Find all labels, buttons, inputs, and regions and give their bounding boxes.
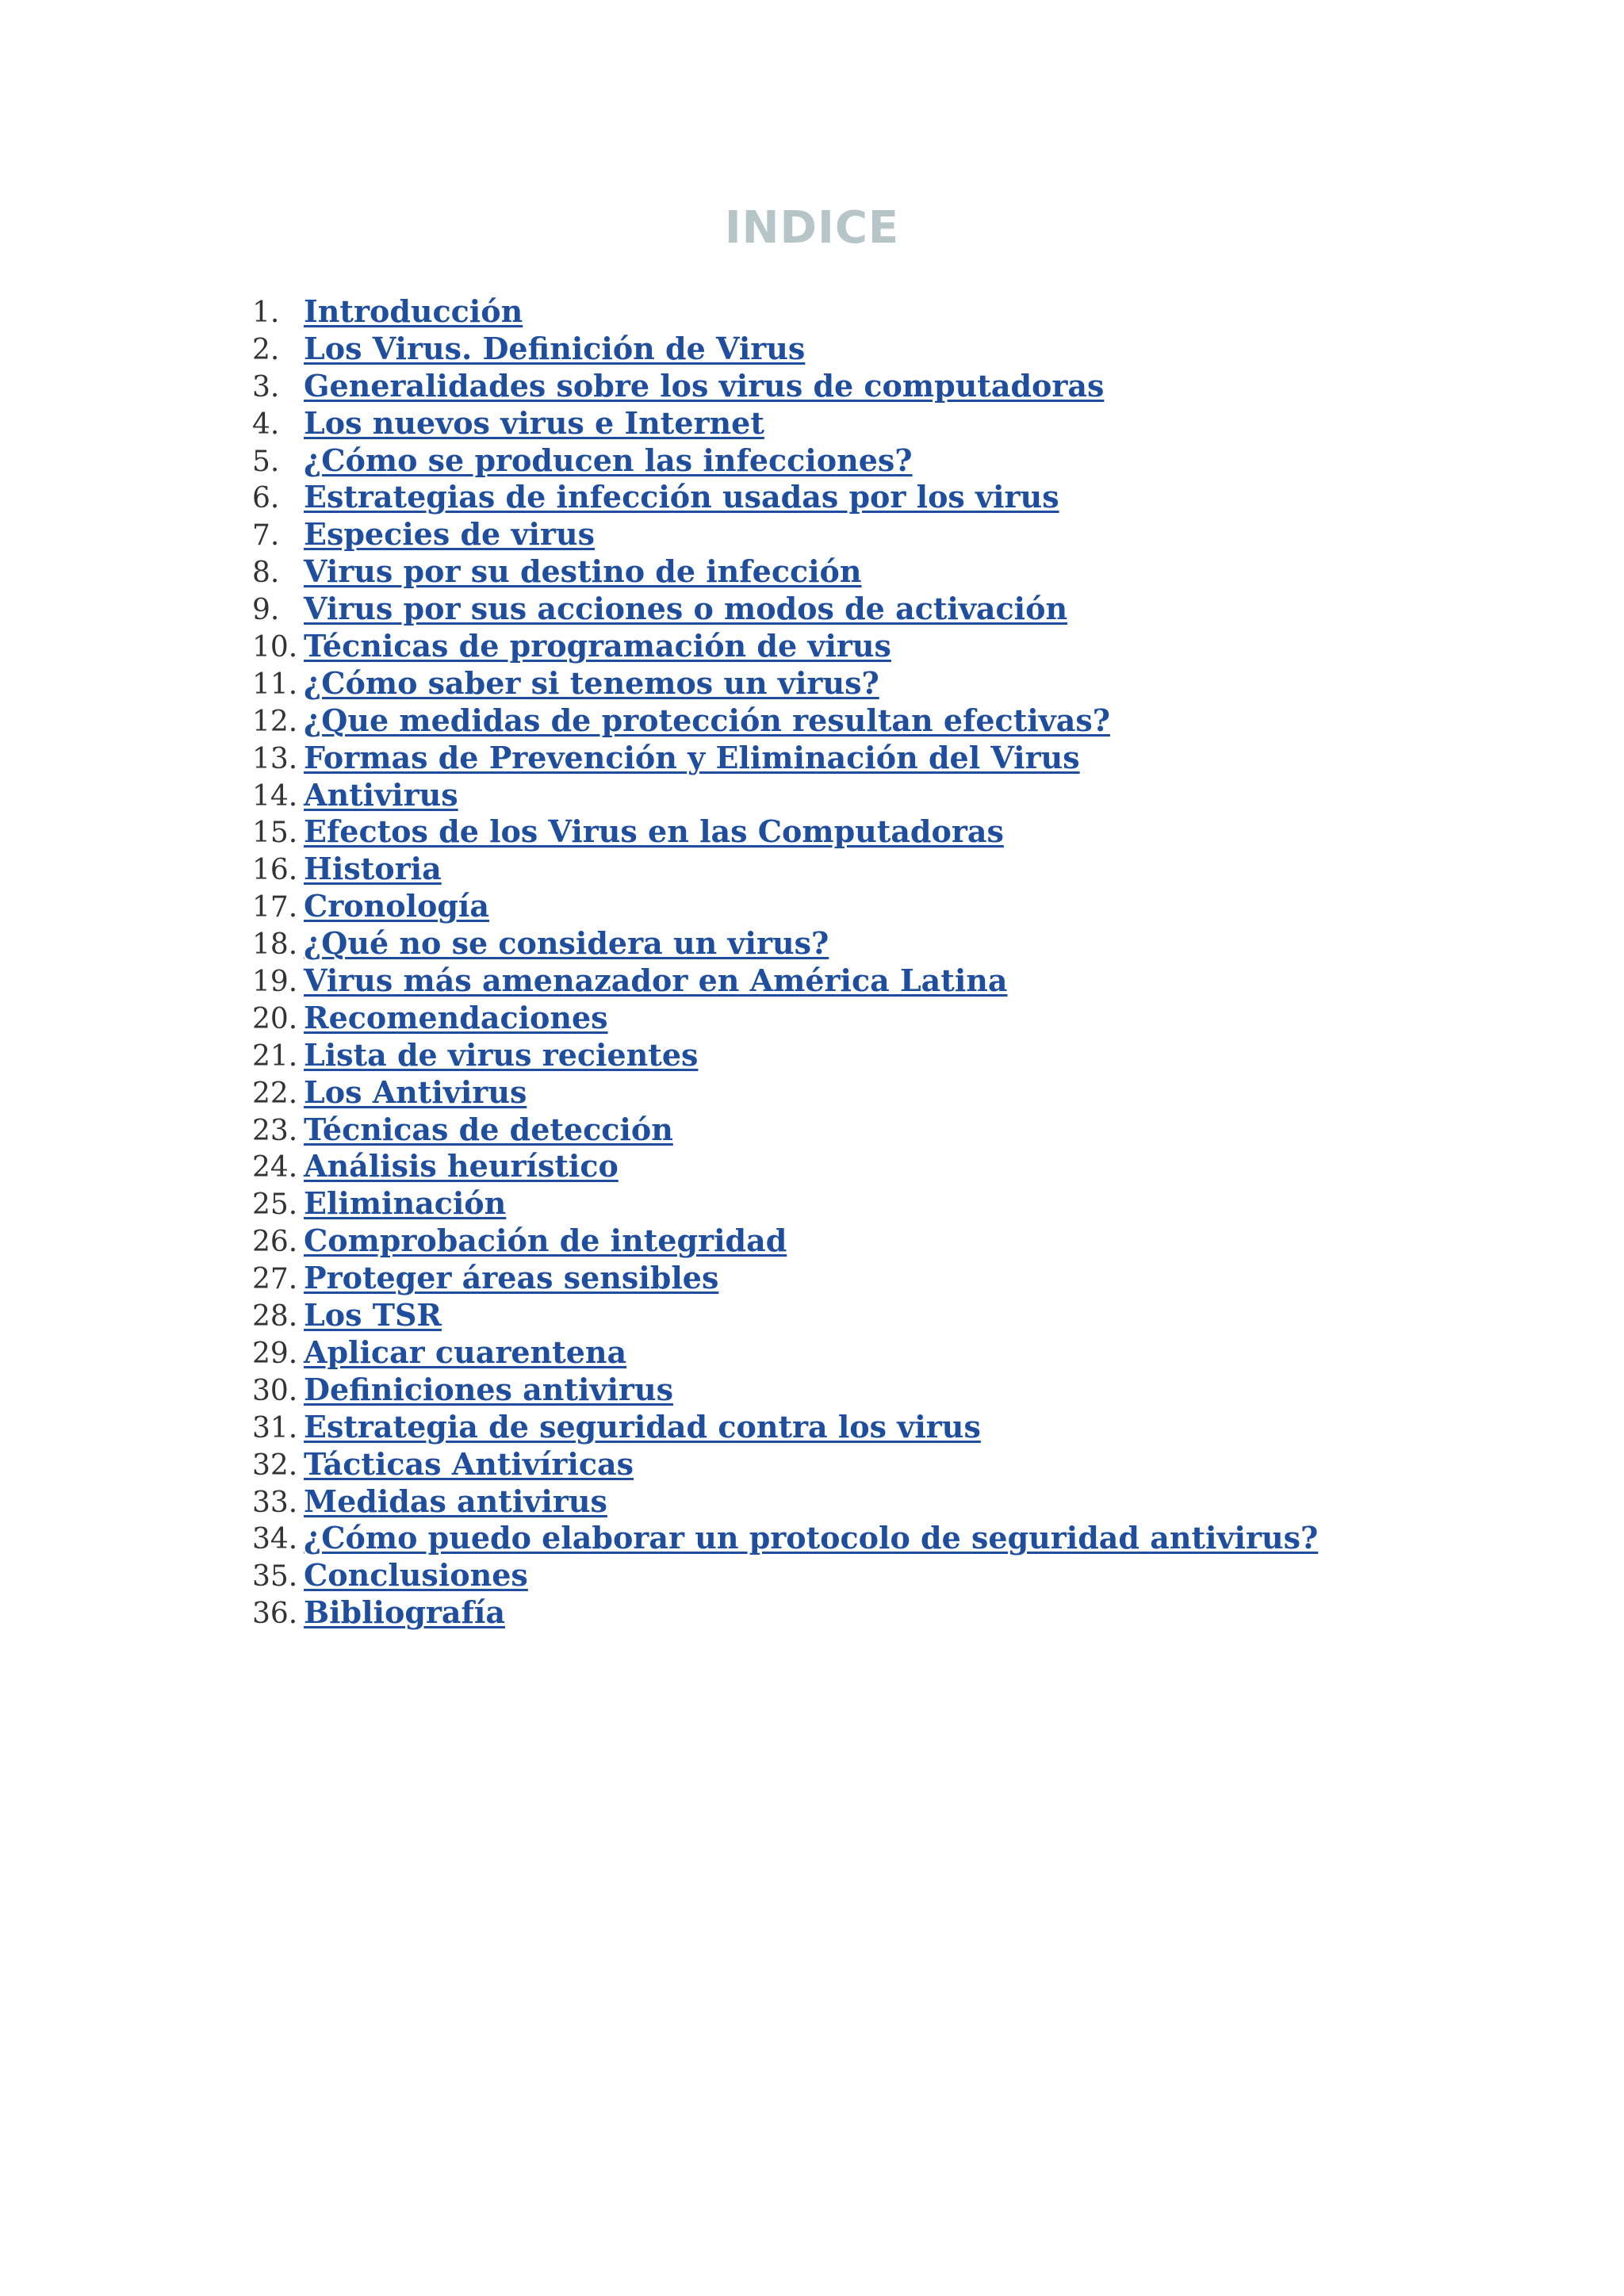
toc-item (252, 1185, 1318, 1223)
toc-item (252, 331, 1318, 368)
toc-link[interactable]: Estrategia de seguridad contra los virus (304, 1408, 981, 1445)
toc-link[interactable]: Los Antivirus (304, 1073, 527, 1110)
toc-number: 23. (252, 1114, 298, 1147)
toc-number: 8. (252, 557, 280, 590)
toc-link[interactable]: Bibliografía (304, 1594, 505, 1631)
toc-item (252, 925, 1318, 962)
page-title: INDICE (724, 202, 900, 254)
toc-number: 36. (252, 1598, 298, 1631)
toc-number: 28. (252, 1300, 298, 1334)
toc-link[interactable]: Cronología (304, 888, 489, 924)
toc-link[interactable]: Eliminación (304, 1185, 507, 1222)
toc-item (252, 962, 1318, 1000)
toc-link[interactable]: Los nuevos virus e Internet (304, 404, 764, 441)
toc-item (252, 1297, 1318, 1334)
toc-link[interactable]: Formas de Prevención y Eliminación del Virus (304, 739, 1080, 775)
toc-item (252, 1334, 1318, 1372)
toc-number: 4. (252, 408, 280, 441)
toc-item (252, 813, 1318, 851)
toc-item (252, 1483, 1318, 1521)
toc-item (252, 1446, 1318, 1483)
toc-link[interactable]: Antivirus (304, 776, 458, 813)
toc-item (252, 1372, 1318, 1409)
toc-number: 5. (252, 445, 280, 478)
toc-number: 17. (252, 891, 298, 924)
toc-number: 15. (252, 817, 298, 850)
toc-number: 16. (252, 854, 298, 887)
toc-link[interactable]: Técnicas de programación de virus (304, 628, 891, 664)
toc-link[interactable]: Los Virus. Definición de Virus (304, 330, 806, 366)
toc-number: 10. (252, 631, 298, 664)
toc-link[interactable]: Los TSR (304, 1297, 442, 1334)
toc-number: 6. (252, 482, 280, 515)
toc-item (252, 702, 1318, 740)
toc-link[interactable]: Análisis heurístico (304, 1148, 619, 1184)
toc-link[interactable]: ¿Que medidas de protección resultan efectivas? (304, 702, 1111, 738)
toc-item (252, 1037, 1318, 1074)
toc-item (252, 851, 1318, 888)
toc-item (252, 1409, 1318, 1446)
toc-item (252, 1260, 1318, 1297)
toc-item (252, 368, 1318, 405)
toc-number: 26. (252, 1226, 298, 1259)
toc-item (252, 1000, 1318, 1037)
toc-number: 35. (252, 1560, 298, 1594)
toc-item (252, 1112, 1318, 1149)
toc-link[interactable]: ¿Cómo se producen las infecciones? (304, 442, 913, 478)
toc-link[interactable]: ¿Cómo saber si tenemos un virus? (304, 664, 879, 701)
toc-link[interactable]: Virus más amenazador en América Latina (304, 962, 1008, 999)
toc-link[interactable]: Historia (304, 851, 442, 887)
toc-number: 7. (252, 519, 280, 553)
toc-number: 2. (252, 333, 280, 366)
toc-item (252, 516, 1318, 553)
toc-number: 32. (252, 1448, 298, 1482)
toc-link[interactable]: Virus por su destino de infección (304, 553, 862, 590)
table-of-contents (252, 293, 1318, 1632)
toc-item (252, 293, 1318, 331)
toc-number: 18. (252, 928, 298, 962)
toc-item (252, 740, 1318, 777)
toc-link[interactable]: Especies de virus (304, 516, 596, 553)
toc-number: 30. (252, 1374, 298, 1407)
toc-item (252, 591, 1318, 628)
toc-link[interactable]: Recomendaciones (304, 999, 608, 1035)
toc-number: 33. (252, 1486, 298, 1519)
toc-link[interactable]: Tácticas Antivíricas (304, 1445, 634, 1482)
toc-number: 22. (252, 1077, 298, 1110)
toc-item (252, 777, 1318, 814)
toc-link[interactable]: Medidas antivirus (304, 1483, 607, 1519)
toc-item (252, 1594, 1318, 1632)
toc-link[interactable]: Aplicar cuarentena (304, 1334, 627, 1370)
toc-item (252, 442, 1318, 480)
toc-item (252, 1223, 1318, 1260)
toc-link[interactable]: Estrategias de infección usadas por los virus (304, 479, 1059, 515)
toc-number: 25. (252, 1188, 298, 1222)
toc-number: 3. (252, 370, 280, 404)
toc-number: 1. (252, 297, 280, 329)
toc-item (252, 1074, 1318, 1112)
toc-item (252, 1520, 1318, 1557)
toc-number: 9. (252, 594, 280, 627)
toc-link[interactable]: Virus por sus acciones o modos de activación (304, 591, 1068, 627)
toc-link[interactable]: Introducción (304, 293, 523, 329)
toc-item (252, 628, 1318, 665)
toc-link[interactable]: Técnicas de detección (304, 1111, 673, 1147)
toc-number: 34. (252, 1523, 298, 1556)
toc-link[interactable]: Efectos de los Virus en las Computadoras (304, 813, 1004, 850)
toc-item (252, 1557, 1318, 1594)
toc-item (252, 1148, 1318, 1185)
toc-item (252, 665, 1318, 702)
toc-item (252, 553, 1318, 591)
toc-number: 13. (252, 742, 298, 775)
toc-link[interactable]: Comprobación de integridad (304, 1223, 787, 1259)
toc-link[interactable]: Definiciones antivirus (304, 1371, 673, 1407)
toc-link[interactable]: ¿Qué no se considera un virus? (304, 925, 829, 962)
toc-item (252, 479, 1318, 516)
toc-item (252, 405, 1318, 442)
toc-link[interactable]: ¿Cómo puedo elaborar un protocolo de seguridad antivirus? (304, 1520, 1319, 1556)
toc-link[interactable]: Conclusiones (304, 1557, 528, 1594)
toc-number: 24. (252, 1151, 298, 1184)
toc-number: 20. (252, 1002, 298, 1035)
toc-number: 29. (252, 1337, 298, 1370)
toc-number: 27. (252, 1263, 298, 1296)
toc-number: 19. (252, 966, 298, 999)
toc-link[interactable]: Lista de virus recientes (304, 1036, 699, 1073)
toc-number: 31. (252, 1411, 298, 1445)
toc-number: 21. (252, 1039, 298, 1073)
toc-link[interactable]: Generalidades sobre los virus de computadoras (304, 367, 1105, 404)
toc-number: 14. (252, 779, 298, 813)
toc-number: 11. (252, 668, 298, 701)
toc-item (252, 888, 1318, 925)
toc-link[interactable]: Proteger áreas sensibles (304, 1260, 719, 1296)
toc-number: 12. (252, 705, 298, 738)
